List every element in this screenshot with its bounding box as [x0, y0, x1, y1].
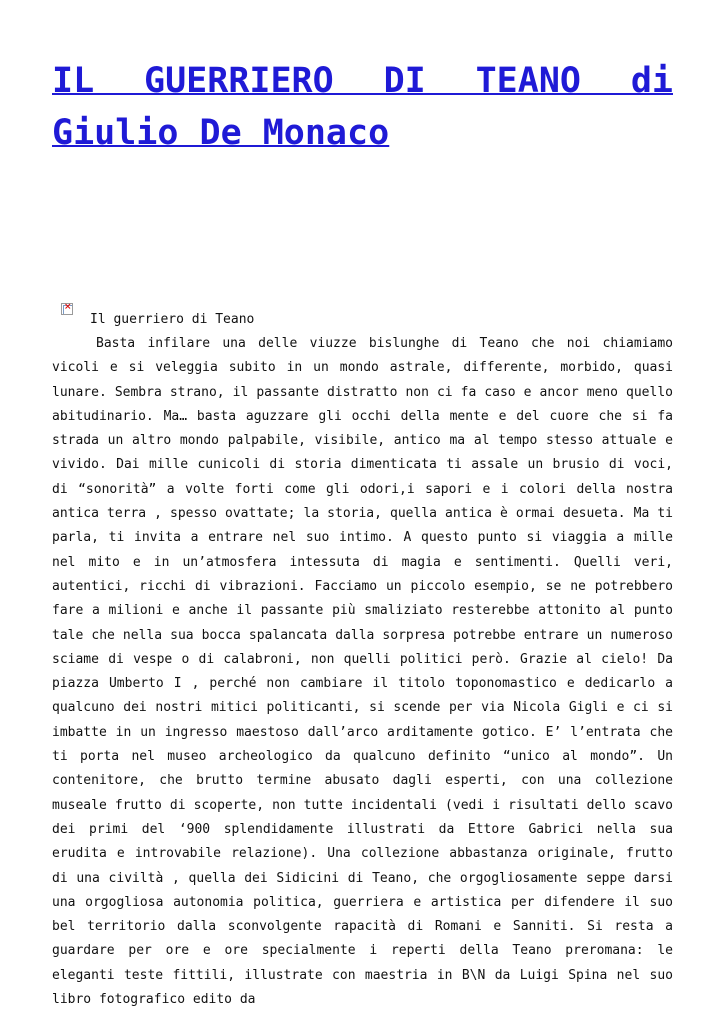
article-title-link[interactable]: IL GUERRIERO DI TEANO di Giulio De Monaco	[52, 61, 673, 153]
image-alt-text: Il guerriero di Teano	[90, 312, 255, 327]
article	[52, 0, 673, 1025]
image-placeholder-row	[52, 300, 673, 330]
article-title	[52, 55, 673, 159]
broken-image-icon: ×	[61, 303, 73, 315]
article-body: Basta infilare una delle viuzze bislunghe di Teano che noi chiamiamo vicoli e si veleggia subito in un mondo astrale, differente, morbido, quasi lunare. Sembra strano, il passante distratto non ci fa caso e ancor meno quello abitudinario. Ma… basta aguzzare gli occhi della mente e del cuore che si fa strada un altro mondo palpabile, visibile, antico ma al tempo stesso attuale e vivido. Dai mille cunicoli di storia dimenticata ti assale un brusio di voci, di “sonorità” a volte forti come gli odori,i sapori e i colori della nostra antica terra , spesso ovattate; la storia, quella antica è ormai desueta. Ma ti parla, ti invita a entrare nel suo intimo. A questo punto si viaggia a mille nel mito e in un’atmosfera intessuta di magia e sentimenti. Quelli veri, autentici, ricchi di vibrazioni. Facciamo un piccolo esempio, se ne potrebbero fare a milioni e anche il passante più smaliziato resterebbe attonito al punto tale che nella sua bocca spalancata dalla sorpresa potrebbe entrare un numeroso sciame di vespe o di calabroni, non quelli politici però. Grazie al cielo! Da piazza Umberto I , perché non cambiare il titolo toponomastico e dedicarlo a qualcuno dei nostri mitici politicanti, si scende per via Nicola Gigli e ci si imbatte in un ingresso maestoso dall’arco arditamente gotico. E’ l’entrata che ti porta nel museo archeologico da qualcuno definito “unico al mondo”. Un contenitore, che brutto termine abusato dagli esperti, con una collezione museale frutto di scoperte, non tutte incidentali (vedi i risultati dello scavo dei primi del ‘900 splendidamente illustrati da Ettore Gabrici nella sua erudita e introvabile relazione). Una collezione abbastanza originale, frutto di una civiltà , quella dei Sidicini di Teano, che orgogliosamente seppe darsi una orgogliosa autonomia politica, guerriera e artistica per difendere il suo bel territorio dalla sconvolgente rapacità di Romani e Sanniti. Si resta a guardare per ore e ore specialmente i reperti della Teano preromana: le eleganti teste fittili, illustrate con maestria in B\N da Luigi Spina nel suo libro fotografico edito da	[52, 336, 673, 1008]
